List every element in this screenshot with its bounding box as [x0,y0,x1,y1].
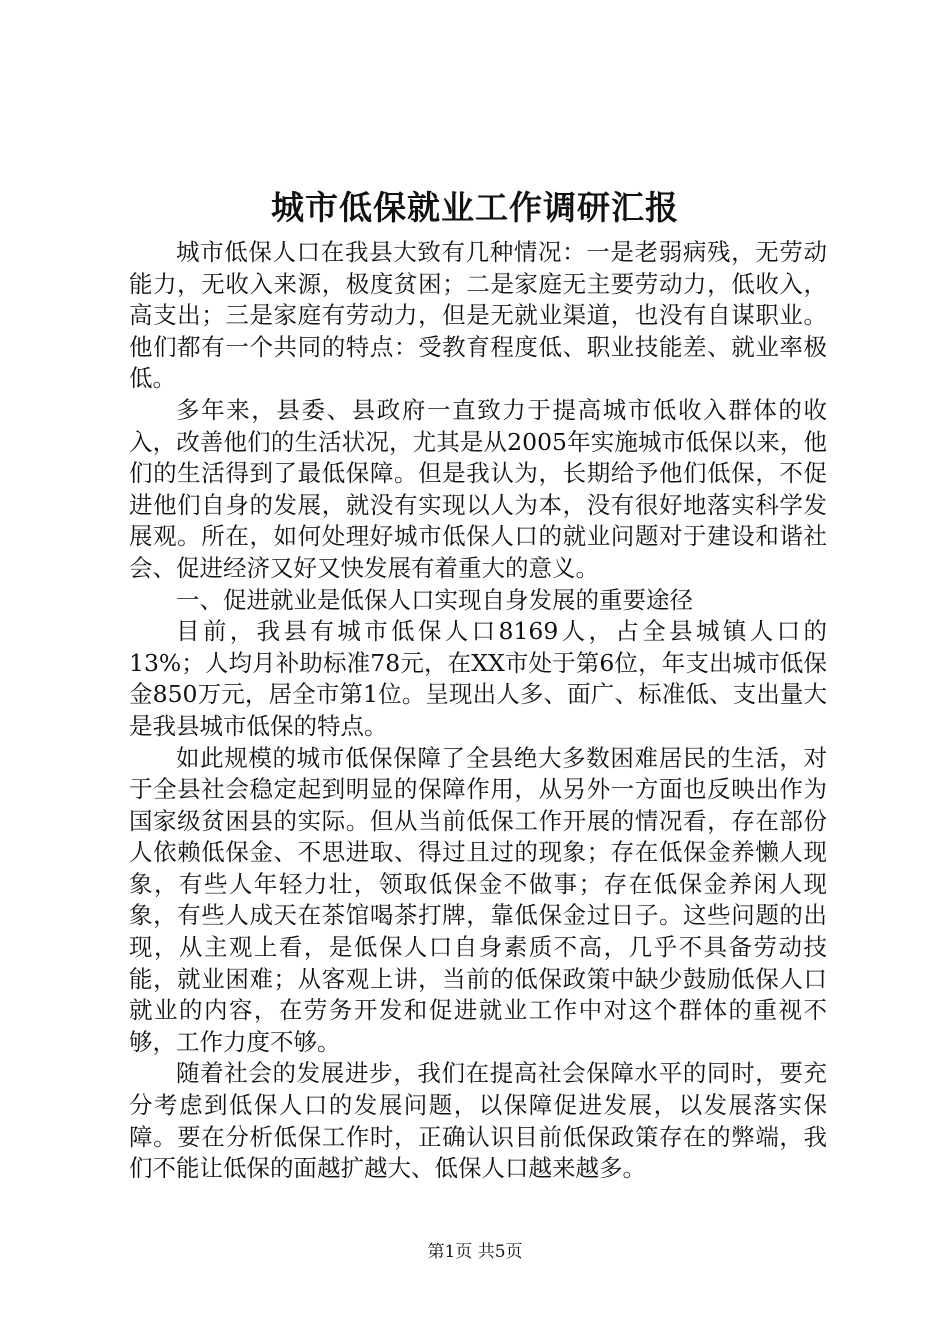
paragraph-2: 多年来，县委、县政府一直致力于提高城市低收入群体的收入，改善他们的生活状况，尤其是从2005年实施城市低保以来，他们的生活得到了最低保障。但是我认为，长期给予他们低保，不促进他们自身的发展，就没有实现以人为本，没有很好地落实科学发展观。所在，如何处理好城市低保人口的就业问题对于建设和谐社会、促进经济又好又快发展有着重大的意义。 [129,395,827,582]
paragraph-1: 城市低保人口在我县大致有几种情况：一是老弱病残，无劳动能力，无收入来源，极度贫困；二是家庭无主要劳动力，低收入，高支出；三是家庭有劳动力，但是无就业渠道，也没有自谋职业。他们都有一个共同的特点：受教育程度低、职业技能差、就业率极低。 [129,238,827,393]
document-body [129,237,827,1185]
paragraph-3: 目前，我县有城市低保人口8169人，占全县城镇人口的13%；人均月补助标准78元，在XX市处于第6位，年支出城市低保金850万元，居全市第1位。呈现出人多、面广、标准低、支出量大是我县城市低保的特点。 [129,617,827,740]
page-footer: 第1页 共5页 [427,1242,523,1262]
section-heading-1: 一、促进就业是低保人口实现自身发展的重要途径 [176,585,693,614]
paragraph-4: 如此规模的城市低保保障了全县绝大多数困难居民的生活，对于全县社会稳定起到明显的保障作用，从另外一方面也反映出作为国家级贫困县的实际。但从当前低保工作开展的情况看，存在部份人依赖低保金、不思进取、得过且过的现象；存在低保金养懒人现象，有些人年轻力壮，领取低保金不做事；存在低保金养闲人现象，有些人成天在茶馆喝茶打牌，靠低保金过日子。这些问题的出现，从主观上看，是低保人口自身素质不高，几乎不具备劳动技能，就业困难；从客观上讲，当前的低保政策中缺少鼓励低保人口就业的内容，在劳务开发和促进就业工作中对这个群体的重视不够，工作力度不够。 [129,743,827,1056]
paragraph-5: 随着社会的发展进步，我们在提高社会保障水平的同时，要充分考虑到低保人口的发展问题，以保障促进发展，以发展落实保障。要在分析低保工作时，正确认识目前低保政策存在的弊端，我们不能让低保的面越扩越大、低保人口越来越多。 [129,1059,827,1183]
document-title: 城市低保就业工作调研汇报 [271,188,679,227]
